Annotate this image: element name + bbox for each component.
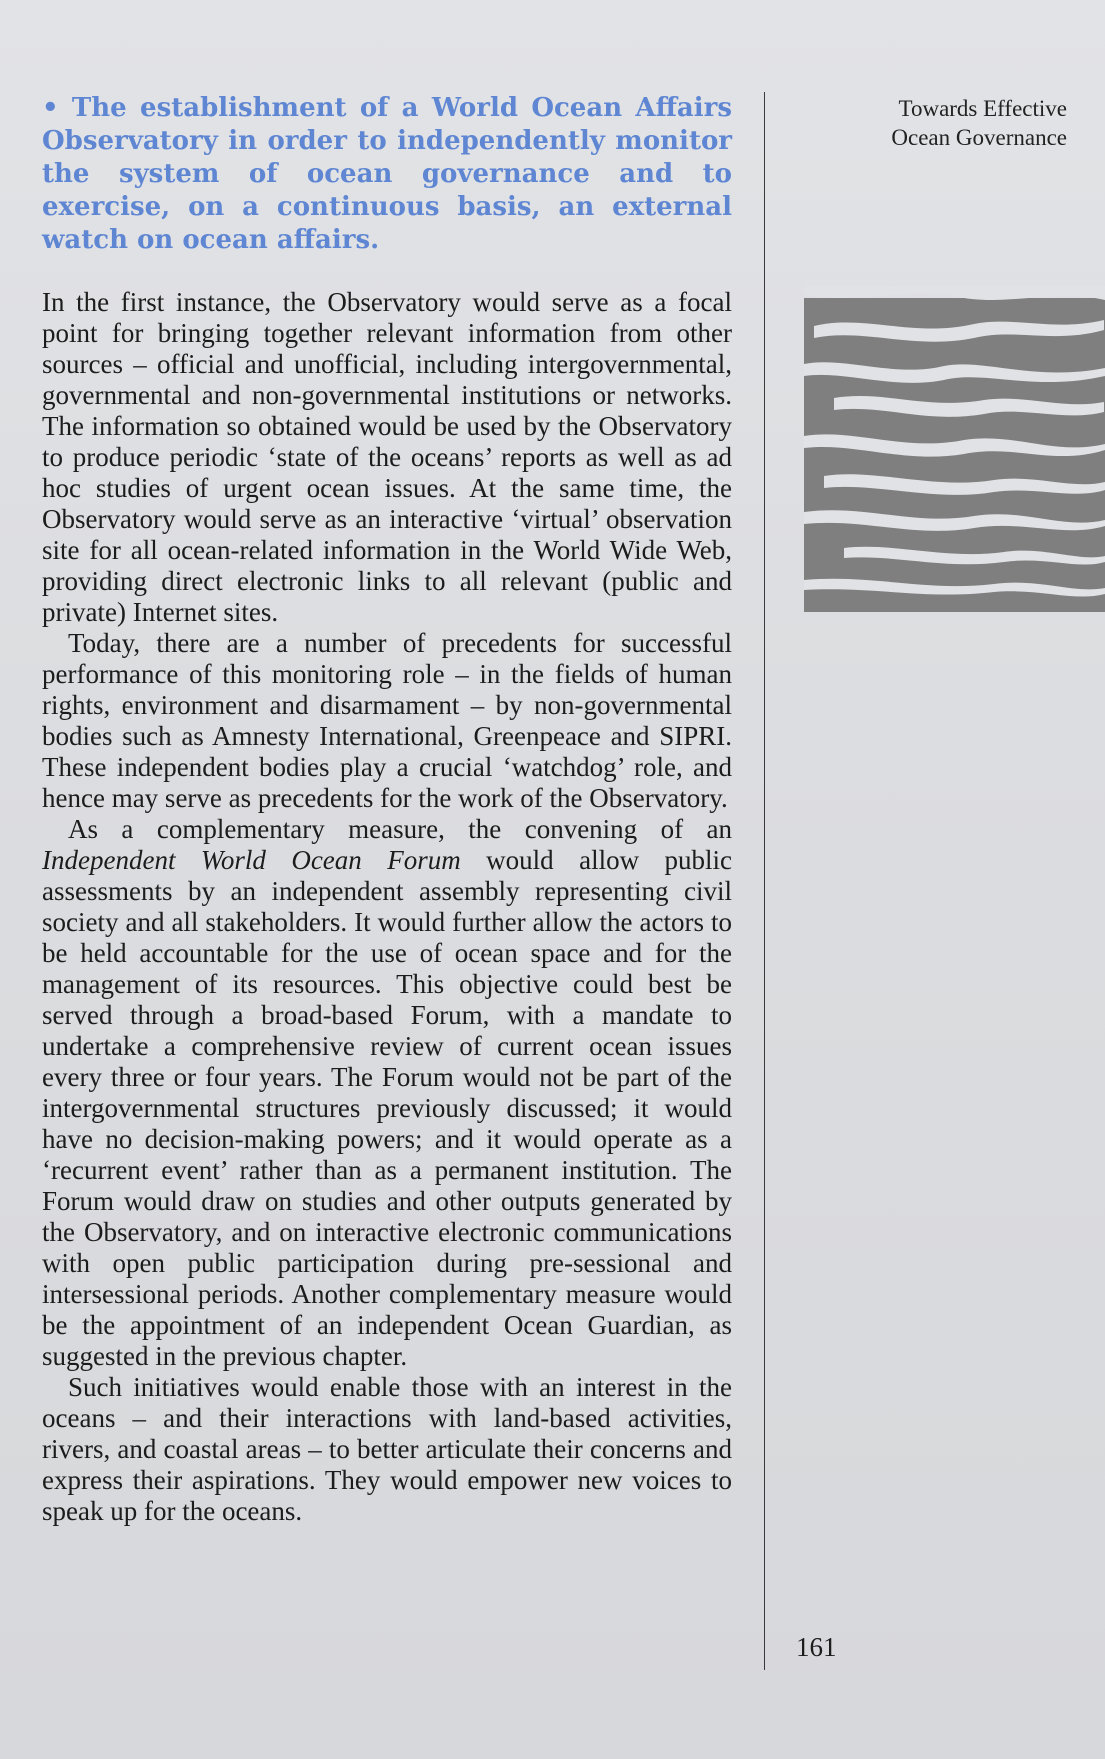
column-divider <box>764 92 765 1670</box>
running-header-line-2: Ocean Governance <box>891 125 1067 150</box>
page-number: 161 <box>796 1632 837 1662</box>
body-text <box>42 287 732 1527</box>
paragraph-4: Such initiatives would enable those with an interest in the oceans – and their interactions with land-based activities, rivers, and coastal areas – to better articulate their concerns and express their aspirations. They would empower new voices to speak up for the oceans. <box>42 1372 732 1526</box>
ocean-waves-image <box>804 286 1105 612</box>
main-column <box>42 92 732 1527</box>
forum-name-italic: Independent World Ocean Forum <box>42 845 461 875</box>
recommendation-headline: • The establishment of a World Ocean Affairs Observatory in order to independently monitor the system of ocean governance and to exercise, on a continuous basis, an external watch on ocean affairs. <box>42 93 732 255</box>
paragraph-2: Today, there are a number of precedents for successful performance of this monitoring role – in the fields of human rights, environment and disarmament – by non-governmental bodies such as Amnesty International, Greenpeace and SIPRI. These independent bodies play a crucial ‘watchdog’ role, and hence may serve as precedents for the work of the Observatory. <box>42 628 732 813</box>
paragraph-3-rest: would allow public assessments by an independent assembly representing civil society and all stakeholders. It would further allow the actors to be held accountable for the use of ocean space and for the management of its resources. This objective could best be served through a broad-based Forum, with a mandate to undertake a comprehensive review of current ocean issues every three or four years. The Forum would not be part of the intergovernmental structures previously discussed; it would have no decision-making powers; and it would operate as a ‘recurrent event’ rather than as a permanent institution. The Forum would draw on studies and other outputs generated by the Observatory, and on interactive electronic communications with open public participation during pre-sessional and intersessional periods. Another complementary measure would be the appointment of an independent Ocean Guardian, as suggested in the previous chapter. <box>42 845 732 1371</box>
paragraph-1: In the first instance, the Observatory would serve as a focal point for bringing together relevant information from other sources – official and unofficial, including intergovernmental, governmental and non-governmental institutions or networks. The information so obtained would be used by the Observatory to produce periodic ‘state of the oceans’ reports as well as ad hoc studies of urgent ocean issues. At the same time, the Observatory would serve as an interactive ‘virtual’ observation site for all ocean-related information in the World Wide Web, providing direct electronic links to all relevant (public and private) Internet sites. <box>42 287 732 627</box>
running-header-line-1: Towards Effective <box>898 96 1067 121</box>
running-header <box>807 94 1067 152</box>
paragraph-3 <box>42 814 732 1372</box>
paragraph-3-start: As a complementary measure, the convening of an <box>68 814 732 844</box>
